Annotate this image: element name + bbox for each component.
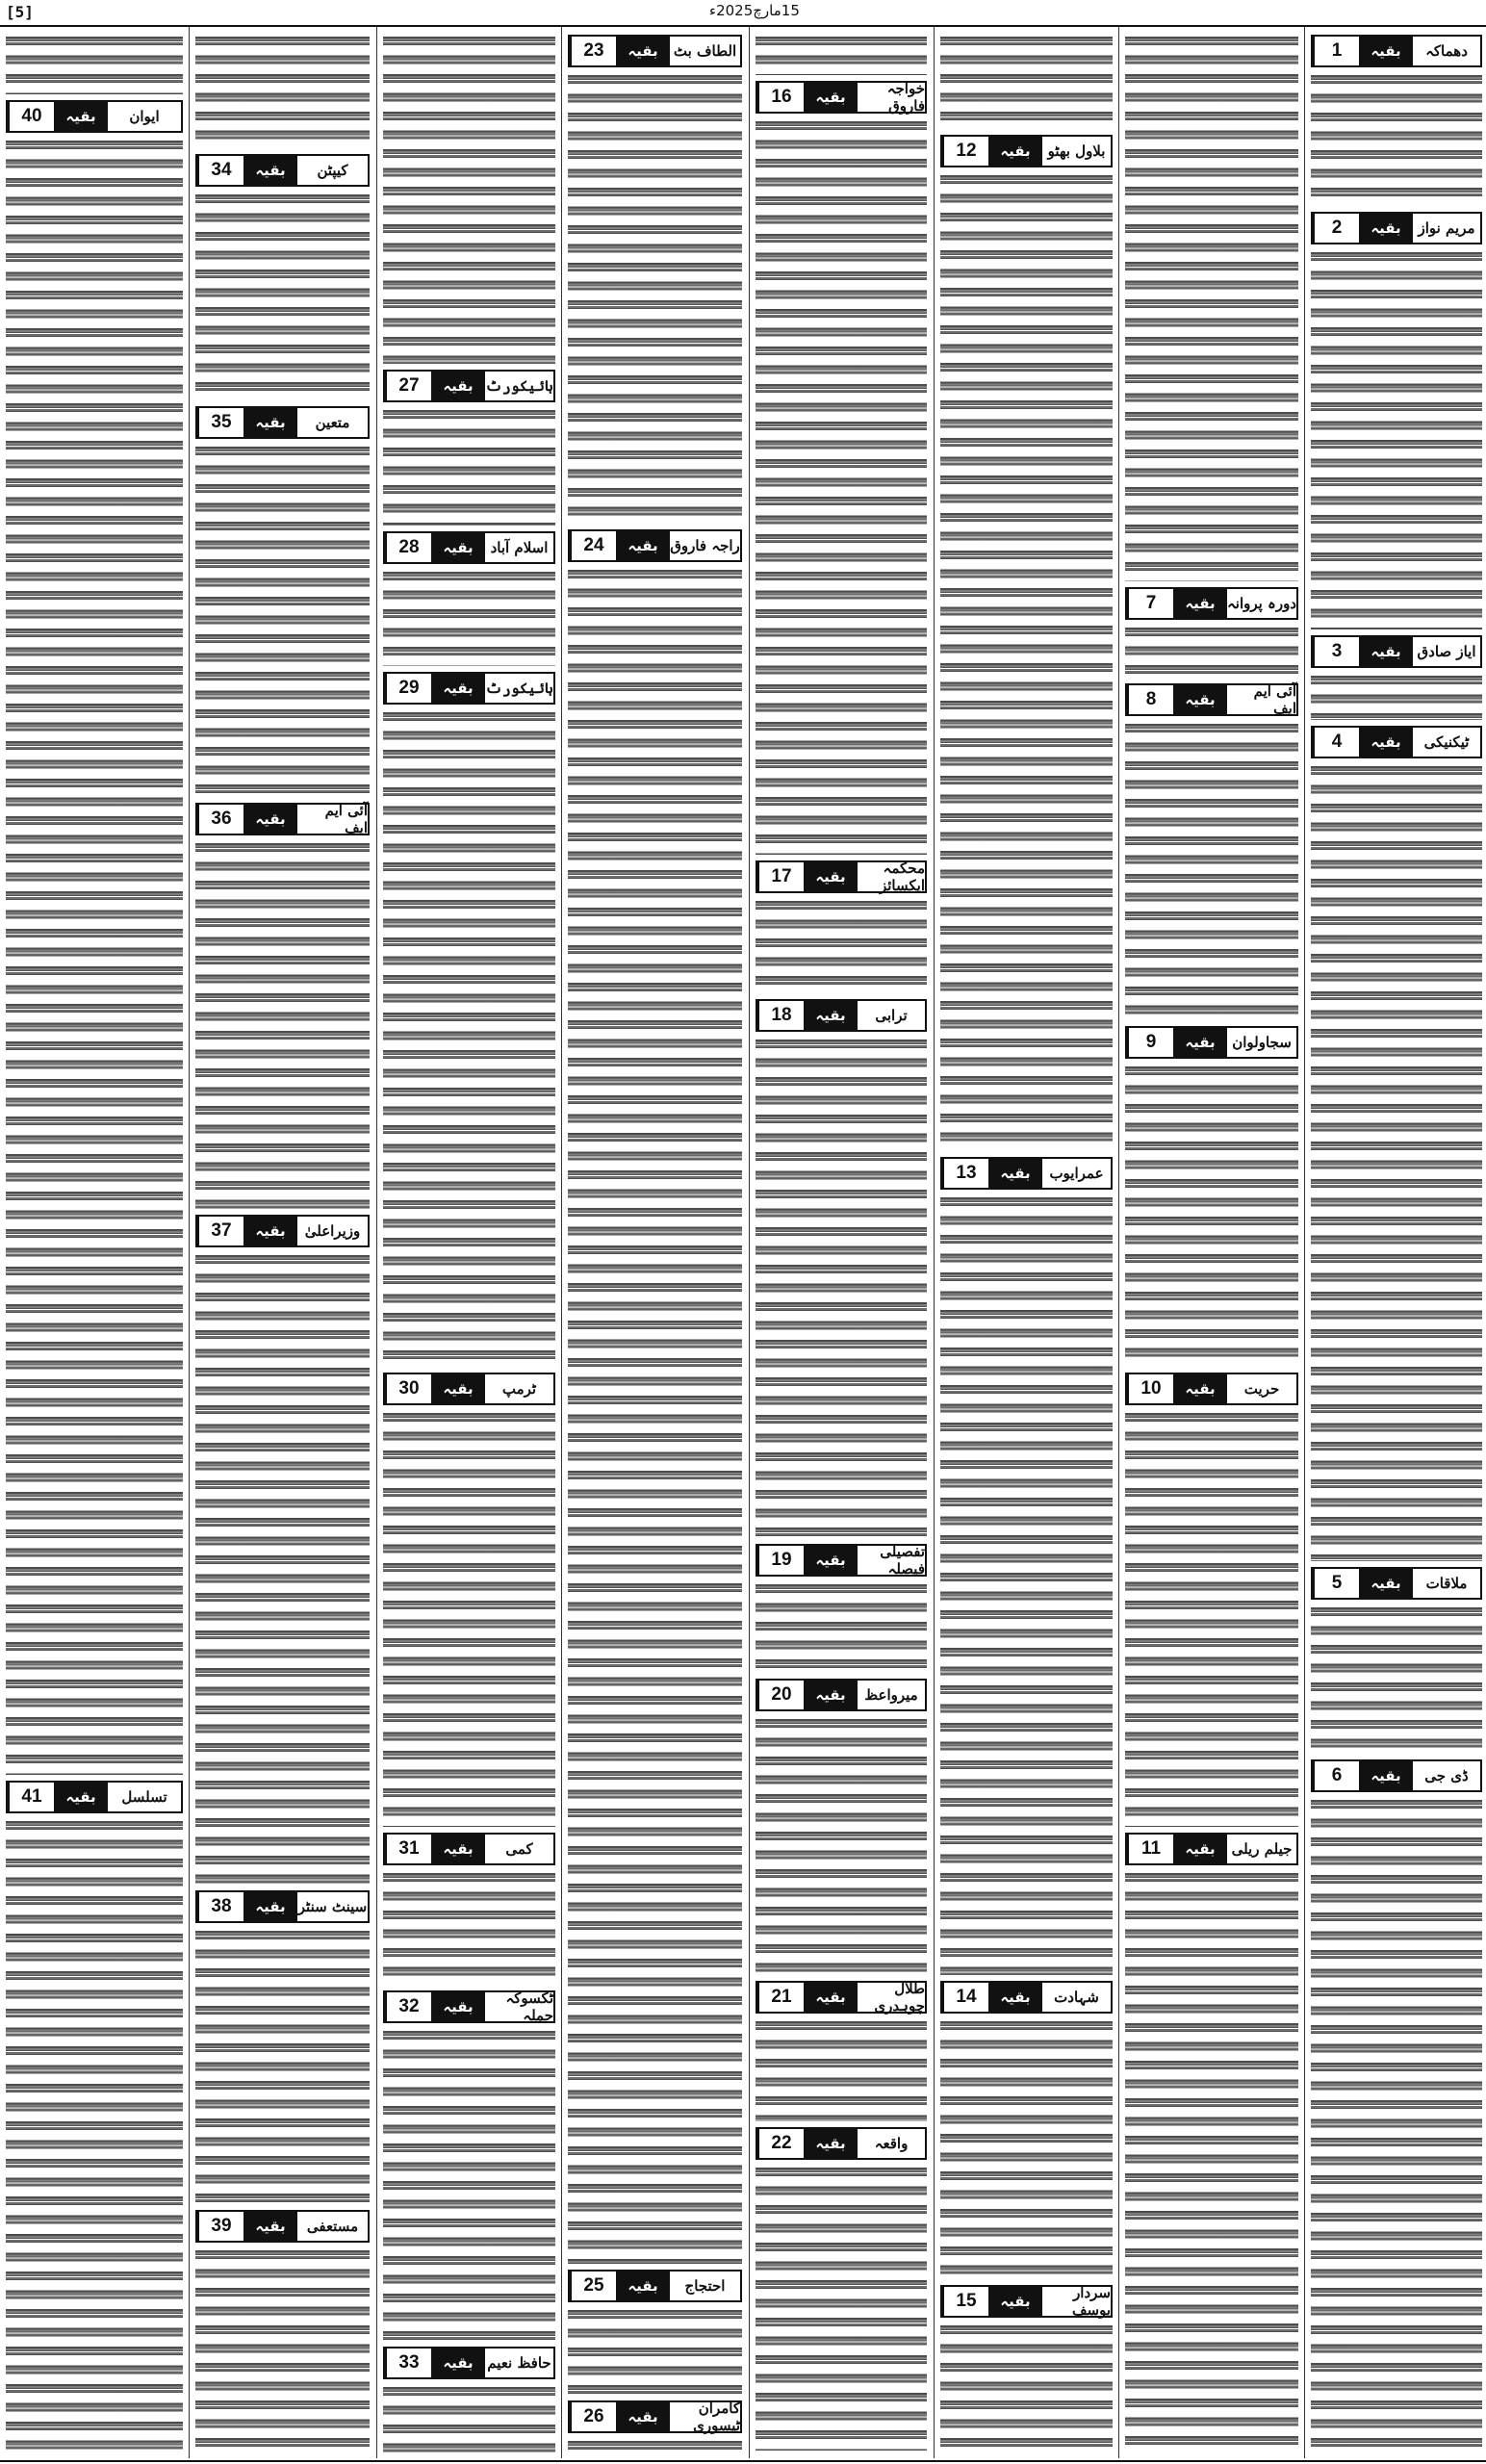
section-title: تسلسل xyxy=(121,1788,167,1806)
article-text xyxy=(383,2383,555,2454)
article-text xyxy=(1125,624,1298,678)
section-number: 3 xyxy=(1313,637,1359,666)
section-title: وزیراعلیٰ xyxy=(304,1222,361,1240)
section-header xyxy=(756,999,927,1032)
column-divider xyxy=(934,27,935,2458)
article-text xyxy=(195,1927,370,2204)
section-title: کامران ٹیسوری xyxy=(693,2400,740,2434)
section-title: حافظ نعیم xyxy=(487,2354,551,2372)
section-label: بقیہ xyxy=(804,2129,858,2158)
section-title: واقعہ xyxy=(874,2135,909,2152)
section-number: 9 xyxy=(1127,1028,1173,1057)
section-label: بقیہ xyxy=(988,1159,1042,1188)
section-label: بقیہ xyxy=(243,1892,297,1921)
column-divider xyxy=(189,27,190,2458)
section-number: 35 xyxy=(197,408,243,437)
section-number: 19 xyxy=(757,1546,804,1575)
section-title: محکمہ ایکسائز xyxy=(879,860,925,894)
section-label: بقیہ xyxy=(243,156,297,185)
section-header xyxy=(1311,726,1482,758)
section-header xyxy=(568,2270,742,2302)
section-label: بقیہ xyxy=(1359,214,1413,243)
section-header xyxy=(568,529,742,562)
issue-date: 15مارچ2025ء xyxy=(709,2,800,19)
article-text xyxy=(383,1869,555,1985)
section-header xyxy=(195,1890,370,1923)
section-title: الطاف بٹ xyxy=(673,42,737,60)
section-title: مستعفی xyxy=(306,2218,359,2235)
section-header xyxy=(195,803,370,835)
section-label: بقیہ xyxy=(1359,37,1413,65)
article-text xyxy=(1311,672,1482,720)
section-label: بقیہ xyxy=(54,102,108,131)
page-header xyxy=(0,0,1486,27)
section-number: 18 xyxy=(757,1001,804,1030)
section-label: بقیہ xyxy=(431,674,485,703)
section-label: بقیہ xyxy=(243,805,297,834)
section-label: بقیہ xyxy=(431,2348,485,2377)
section-header xyxy=(6,1781,183,1813)
section-header xyxy=(940,135,1113,167)
section-label: بقیہ xyxy=(616,531,670,560)
section-number: 4 xyxy=(1313,728,1359,757)
section-label: بقیہ xyxy=(431,533,485,562)
section-title: دورہ پروانہ xyxy=(1226,595,1296,612)
section-number: 13 xyxy=(942,1159,988,1188)
section-label: بقیہ xyxy=(988,2287,1042,2316)
section-title: دھماکہ xyxy=(1425,42,1468,60)
section-header xyxy=(1125,683,1298,716)
section-label: بقیہ xyxy=(1359,728,1413,757)
section-header xyxy=(1311,635,1482,668)
article-text xyxy=(940,2322,1113,2451)
section-label: بقیہ xyxy=(1173,1835,1227,1863)
section-title: آئی ایم ایف xyxy=(324,802,368,836)
section-header xyxy=(1311,35,1482,67)
section-number: 38 xyxy=(197,1892,243,1921)
section-number: 28 xyxy=(385,533,431,562)
section-header xyxy=(1125,1026,1298,1059)
section-header xyxy=(1311,1567,1482,1600)
section-number: 6 xyxy=(1313,1761,1359,1790)
column-7 xyxy=(192,27,373,2458)
section-label: بقیہ xyxy=(243,408,297,437)
section-number: 25 xyxy=(570,2272,616,2300)
article-text xyxy=(195,191,370,400)
column-3 xyxy=(936,27,1116,2458)
section-title: ڈی جی xyxy=(1424,1767,1469,1784)
section-header xyxy=(1125,587,1298,620)
article-text xyxy=(756,1715,927,1975)
section-header xyxy=(6,100,183,133)
section-title: کیپٹن xyxy=(317,162,348,179)
section-header xyxy=(940,1157,1113,1190)
article-text xyxy=(756,33,927,75)
section-number: 1 xyxy=(1313,37,1359,65)
section-label: بقیہ xyxy=(243,1217,297,1245)
column-4 xyxy=(752,27,931,2458)
article-text xyxy=(940,2017,1113,2279)
section-title: ایوان xyxy=(129,108,160,125)
section-number: 40 xyxy=(8,102,54,131)
section-label: بقیہ xyxy=(804,1546,858,1575)
article-text xyxy=(195,1251,370,1885)
article-text xyxy=(1125,1869,1298,2451)
column-8 xyxy=(2,27,187,2458)
article-text xyxy=(568,566,742,2264)
article-text xyxy=(383,568,555,666)
section-title: جیلم ریلی xyxy=(1231,1840,1293,1858)
section-header xyxy=(756,1981,927,2014)
section-title: احتجاج xyxy=(684,2277,726,2295)
section-label: بقیہ xyxy=(1173,1028,1227,1057)
article-text xyxy=(6,33,183,94)
section-label: بقیہ xyxy=(804,862,858,891)
section-label: بقیہ xyxy=(431,1992,485,2021)
section-label: بقیہ xyxy=(804,1681,858,1709)
section-title: بلاول بھٹو xyxy=(1047,142,1106,160)
section-header xyxy=(756,1679,927,1711)
section-number: 37 xyxy=(197,1217,243,1245)
section-title: میرواعظ xyxy=(864,1686,918,1704)
section-label: بقیہ xyxy=(1359,1569,1413,1598)
section-number: 36 xyxy=(197,805,243,834)
article-text xyxy=(940,33,1113,129)
section-title: ٹرمپ xyxy=(501,1380,537,1398)
section-number: 24 xyxy=(570,531,616,560)
article-text xyxy=(383,708,555,1367)
article-text xyxy=(195,443,370,797)
section-header xyxy=(383,531,555,564)
article-text xyxy=(756,1580,927,1673)
section-header xyxy=(940,2285,1113,2318)
section-header xyxy=(195,406,370,439)
column-divider xyxy=(376,27,377,2458)
section-header xyxy=(195,154,370,187)
section-number: 26 xyxy=(570,2402,616,2431)
section-number: 21 xyxy=(757,1983,804,2012)
section-title: ہائیکورٹ xyxy=(485,377,553,395)
section-number: 20 xyxy=(757,1681,804,1709)
section-label: بقیہ xyxy=(988,1983,1042,2012)
section-title: طلال چوہدری xyxy=(874,1980,925,2015)
section-header xyxy=(383,672,555,705)
section-number: 10 xyxy=(1127,1374,1173,1403)
section-label: بقیہ xyxy=(988,137,1042,166)
section-title: اسلام آباد xyxy=(490,539,549,556)
article-text xyxy=(1311,71,1482,206)
section-header xyxy=(756,2127,927,2160)
section-number: 8 xyxy=(1127,685,1173,714)
column-1 xyxy=(1307,27,1486,2458)
article-text xyxy=(195,33,370,148)
section-number: 7 xyxy=(1127,589,1173,618)
section-title: سجاولوان xyxy=(1232,1034,1292,1051)
section-title: شہادت xyxy=(1054,1989,1099,2006)
section-number: 17 xyxy=(757,862,804,891)
section-number: 33 xyxy=(385,2348,431,2377)
section-title: حریت xyxy=(1243,1380,1280,1398)
section-header xyxy=(756,860,927,893)
article-text xyxy=(756,2164,927,2451)
article-text xyxy=(195,2246,370,2454)
section-title: آئی ایم ایف xyxy=(1253,682,1296,717)
section-header xyxy=(195,1215,370,1247)
section-header xyxy=(1311,212,1482,244)
section-label: بقیہ xyxy=(431,1835,485,1863)
section-label: بقیہ xyxy=(1173,1374,1227,1403)
section-header xyxy=(383,2347,555,2379)
section-label: بقیہ xyxy=(431,1374,485,1403)
section-label: بقیہ xyxy=(1359,1761,1413,1790)
section-number: 12 xyxy=(942,137,988,166)
section-number: 41 xyxy=(8,1783,54,1811)
article-text xyxy=(756,897,927,993)
section-header xyxy=(383,1833,555,1865)
article-text xyxy=(1125,1063,1298,1367)
page-number: [5] xyxy=(6,3,34,21)
section-header xyxy=(383,370,555,402)
section-title: خواجہ فاروق xyxy=(886,80,925,115)
article-text xyxy=(1311,248,1482,629)
section-label: بقیہ xyxy=(616,2402,670,2431)
column-divider xyxy=(1304,27,1305,2458)
section-title: ٹکسوکہ حملہ xyxy=(505,1989,553,2024)
section-number: 34 xyxy=(197,156,243,185)
column-divider xyxy=(561,27,562,2458)
article-text xyxy=(940,171,1113,1151)
section-number: 29 xyxy=(385,674,431,703)
article-text xyxy=(756,117,927,855)
section-header xyxy=(568,2400,742,2433)
section-label: بقیہ xyxy=(804,1983,858,2012)
section-header xyxy=(383,1373,555,1405)
section-label: بقیہ xyxy=(1173,589,1227,618)
section-header xyxy=(756,1544,927,1577)
section-label: بقیہ xyxy=(54,1783,108,1811)
column-6 xyxy=(379,27,559,2458)
article-text xyxy=(568,2437,742,2454)
section-header xyxy=(383,1990,555,2023)
section-label: بقیہ xyxy=(1173,685,1227,714)
section-number: 22 xyxy=(757,2129,804,2158)
section-title: راجہ فاروق xyxy=(670,537,740,554)
column-5 xyxy=(564,27,746,2458)
section-title: متعین xyxy=(315,414,350,431)
section-label: بقیہ xyxy=(243,2212,297,2241)
article-text xyxy=(383,1409,555,1827)
article-text xyxy=(383,406,555,526)
article-text xyxy=(1125,720,1298,1020)
section-number: 32 xyxy=(385,1992,431,2021)
section-title: کمی xyxy=(505,1840,533,1858)
article-text xyxy=(6,1817,183,2454)
section-number: 11 xyxy=(1127,1835,1173,1863)
section-label: بقیہ xyxy=(616,37,670,65)
section-title: سینٹ سنٹر xyxy=(297,1898,368,1915)
section-label: بقیہ xyxy=(616,2272,670,2300)
section-title: ہائیکورٹ xyxy=(485,680,553,697)
section-header xyxy=(1125,1833,1298,1865)
section-title: ایاز صادق xyxy=(1417,643,1476,660)
article-text xyxy=(1125,1409,1298,1827)
article-text xyxy=(568,2306,742,2395)
section-header xyxy=(756,81,927,114)
article-text xyxy=(6,137,183,1775)
article-text xyxy=(1311,1796,1482,2451)
section-label: بقیہ xyxy=(431,372,485,400)
section-number: 16 xyxy=(757,83,804,112)
section-header xyxy=(568,35,742,67)
column-divider xyxy=(749,27,750,2458)
section-title: عمرایوب xyxy=(1049,1165,1104,1182)
article-text xyxy=(383,2027,555,2341)
section-label: بقیہ xyxy=(804,83,858,112)
page-bottom-rule xyxy=(0,2460,1486,2462)
section-number: 2 xyxy=(1313,214,1359,243)
article-text xyxy=(195,839,370,1209)
section-label: بقیہ xyxy=(1359,637,1413,666)
column-divider xyxy=(1118,27,1119,2458)
article-text xyxy=(1311,1604,1482,1754)
section-header xyxy=(1311,1759,1482,1792)
article-text xyxy=(940,1194,1113,1975)
article-text xyxy=(568,71,742,524)
section-title: تفصیلی فیصلہ xyxy=(880,1543,925,1578)
section-number: 5 xyxy=(1313,1569,1359,1598)
column-2 xyxy=(1121,27,1302,2458)
section-number: 27 xyxy=(385,372,431,400)
article-text xyxy=(756,2017,927,2121)
section-label: بقیہ xyxy=(804,1001,858,1030)
article-text xyxy=(1311,762,1482,1561)
section-header xyxy=(195,2210,370,2243)
section-number: 23 xyxy=(570,37,616,65)
section-number: 15 xyxy=(942,2287,988,2316)
section-number: 39 xyxy=(197,2212,243,2241)
section-number: 14 xyxy=(942,1983,988,2012)
section-header xyxy=(940,1981,1113,2014)
section-number: 30 xyxy=(385,1374,431,1403)
section-number: 31 xyxy=(385,1835,431,1863)
section-header xyxy=(1125,1373,1298,1405)
article-text xyxy=(1125,33,1298,581)
section-title: مریم نواز xyxy=(1418,219,1475,237)
article-text xyxy=(383,33,555,364)
section-title: ترابی xyxy=(875,1007,908,1024)
section-title: ملاقات xyxy=(1425,1575,1468,1592)
article-text xyxy=(756,1036,927,1538)
section-title: سردار یوسف xyxy=(1071,2284,1111,2319)
section-title: ٹیکنیکی xyxy=(1423,733,1470,751)
